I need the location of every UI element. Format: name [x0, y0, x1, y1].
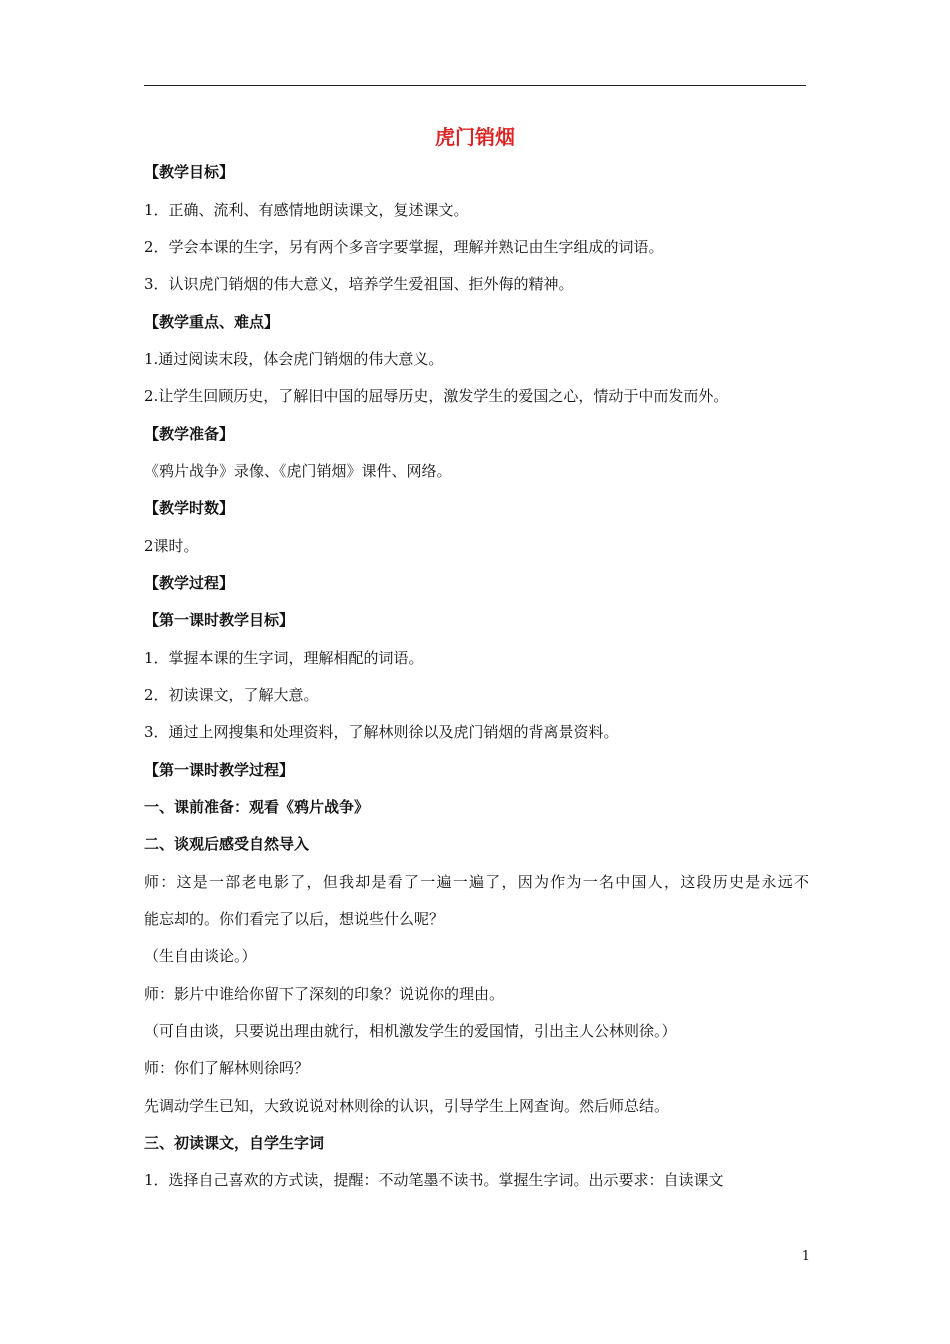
body-line: 3．通过上网搜集和处理资料，了解林则徐以及虎门销烟的背离景资料。 [144, 723, 619, 741]
section-heading: 三、初读课文，自学生字词 [144, 1134, 325, 1152]
section-heading: 【教学过程】 [144, 574, 235, 592]
body-line: 3．认识虎门销烟的伟大意义，培养学生爱祖国、拒外侮的精神。 [144, 275, 574, 293]
document-title: 虎门销烟 [435, 125, 515, 149]
body-line: 2．初读课文，了解大意。 [144, 686, 319, 704]
body-line: 1．正确、流利、有感情地朗读课文，复述课文。 [144, 201, 469, 219]
body-line: 2课时。 [144, 537, 199, 555]
section-heading: 一、课前准备：观看《鸦片战争》 [144, 798, 370, 816]
header-rule [144, 85, 806, 86]
body-line: 师：你们了解林则徐吗？ [144, 1059, 310, 1077]
body-line: 2．学会本课的生字，另有两个多音字要掌握，理解并熟记由生字组成的词语。 [144, 238, 664, 256]
body-line: 1．掌握本课的生字词，理解相配的词语。 [144, 649, 424, 667]
body-line: 能忘却的。你们看完了以后，想说些什么呢？ [144, 910, 445, 928]
body-line: 师：这是一部老电影了，但我却是看了一遍一遍了，因为作为一名中国人，这段历史是永远不 [144, 873, 809, 891]
body-line: 1．选择自己喜欢的方式读，提醒：不动笔墨不读书。掌握生字词。出示要求：自读课文 [144, 1171, 724, 1189]
body-line: 《鸦片战争》录像、《虎门销烟》课件、网络。 [144, 462, 452, 480]
body-line: 2.让学生回顾历史，了解旧中国的屈辱历史，激发学生的爱国之心，情动于中而发而外。 [144, 387, 729, 405]
page-number: 1 [801, 1249, 810, 1264]
section-heading: 【第一课时教学过程】 [144, 761, 295, 779]
section-heading: 【教学重点、难点】 [144, 313, 280, 331]
section-heading: 【教学目标】 [144, 163, 235, 181]
section-heading: 【教学时数】 [144, 499, 235, 517]
body-line: 1.通过阅读末段，体会虎门销烟的伟大意义。 [144, 350, 444, 368]
section-heading: 【第一课时教学目标】 [144, 611, 295, 629]
body-line: 先调动学生已知，大致说说对林则徐的认识，引导学生上网查询。然后师总结。 [144, 1097, 670, 1115]
section-heading: 二、谈观后感受自然导入 [144, 835, 310, 853]
section-heading: 【教学准备】 [144, 425, 235, 443]
body-line: 师：影片中谁给你留下了深刻的印象？说说你的理由。 [144, 985, 505, 1003]
body-line: （可自由谈，只要说出理由就行，相机激发学生的爱国情，引出主人公林则徐。） [144, 1022, 677, 1040]
body-line: （生自由谈论。） [144, 947, 257, 965]
